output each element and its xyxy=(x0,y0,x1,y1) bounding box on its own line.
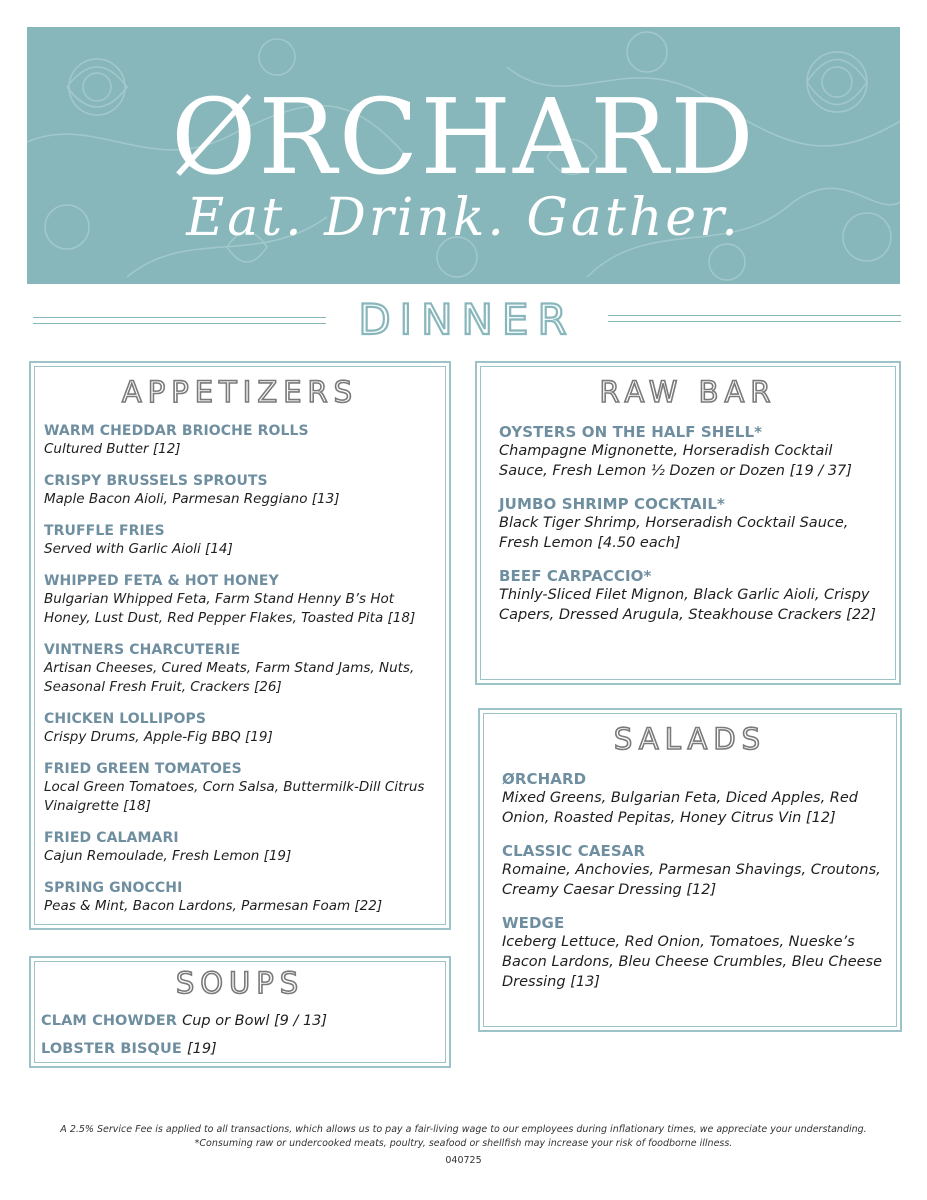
item-description: Cup or Bowl [9 / 13] xyxy=(182,1013,328,1029)
footer xyxy=(0,1123,927,1168)
item-name: JUMBO SHRIMP COCKTAIL* xyxy=(499,495,725,513)
menu-item xyxy=(499,495,885,553)
section-title: SOUPS xyxy=(175,966,305,1000)
item-description: Champagne Mignonette, Horseradish Cocktail Sauce, Fresh Lemon ½ Dozen or Dozen [19 / 37] xyxy=(499,443,852,479)
menu-item xyxy=(44,879,435,916)
menu-item xyxy=(499,567,885,625)
item-description: Artisan Cheeses, Cured Meats, Farm Stand Jams, Nuts, Seasonal Fresh Fruit, Crackers [26] xyxy=(44,660,415,695)
item-name: BEEF CARPACCIO* xyxy=(499,567,652,585)
menu-item xyxy=(44,829,435,866)
header-banner xyxy=(27,27,900,284)
item-description: Romaine, Anchovies, Parmesan Shavings, Croutons, Creamy Caesar Dressing [12] xyxy=(502,862,881,898)
item-name: SPRING GNOCCHI xyxy=(44,880,183,896)
section-title: SALADS xyxy=(613,722,767,756)
item-description: Crispy Drums, Apple-Fig BBQ [19] xyxy=(44,729,273,745)
item-name: CHICKEN LOLLIPOPS xyxy=(44,711,207,727)
item-description: Maple Bacon Aioli, Parmesan Reggiano [13] xyxy=(44,491,340,507)
item-description: Mixed Greens, Bulgarian Feta, Diced Apples, Red Onion, Roasted Pepitas, Honey Citrus Vin [12] xyxy=(502,790,858,826)
menu-item xyxy=(31,1038,449,1059)
item-description: Local Green Tomatoes, Corn Salsa, Buttermilk-Dill Citrus Vinaigrette [18] xyxy=(44,779,425,814)
item-description: Thinly-Sliced Filet Mignon, Black Garlic Aioli, Crispy Capers, Dressed Arugula, Steakhouse Crackers [22] xyxy=(499,587,876,623)
item-description: Served with Garlic Aioli [14] xyxy=(44,541,233,557)
brand-tagline: Eat. Drink. Gather. xyxy=(186,188,741,248)
item-name: CRISPY BRUSSELS SPROUTS xyxy=(44,473,268,489)
item-name: VINTNERS CHARCUTERIE xyxy=(44,642,241,658)
divider-right xyxy=(608,315,901,322)
divider-left xyxy=(33,317,326,324)
menu-item xyxy=(502,914,886,992)
item-name: FRIED CALAMARI xyxy=(44,830,179,846)
item-name: OYSTERS ON THE HALF SHELL* xyxy=(499,423,763,441)
item-description: Iceberg Lettuce, Red Onion, Tomatoes, Nueske’s Bacon Lardons, Bleu Cheese Crumbles, Bleu Cheese Dressing [13] xyxy=(502,934,883,990)
menu-item xyxy=(44,522,435,559)
appetizers-section xyxy=(29,361,451,930)
menu-item xyxy=(44,760,435,816)
item-description: Cultured Butter [12] xyxy=(44,441,181,457)
item-name: CLAM CHOWDER xyxy=(41,1013,177,1029)
item-description: Cajun Remoulade, Fresh Lemon [19] xyxy=(44,848,292,864)
brand-name: ØRCHARD xyxy=(171,76,756,198)
service-fee-note: A 2.5% Service Fee is applied to all transactions, which allows us to pay a fair-living wage to our employees during inflationary times, we appreciate your understanding. xyxy=(60,1124,867,1135)
menu-title: DINNER xyxy=(358,295,576,344)
section-title: APPETIZERS xyxy=(121,375,359,409)
item-description: [19] xyxy=(186,1041,217,1057)
menu-item xyxy=(44,472,435,509)
menu-item xyxy=(31,1010,449,1031)
menu-date-code: 040725 xyxy=(445,1155,482,1166)
menu-item xyxy=(44,422,435,459)
item-name: WHIPPED FETA & HOT HONEY xyxy=(44,573,279,589)
item-name: ØRCHARD xyxy=(502,770,587,788)
foodborne-illness-warning: *Consuming raw or undercooked meats, poultry, seafood or shellfish may increase your risk of foodborne illness. xyxy=(194,1138,733,1149)
menu-item xyxy=(44,641,435,697)
item-description: Peas & Mint, Bacon Lardons, Parmesan Foam [22] xyxy=(44,898,383,914)
item-name: TRUFFLE FRIES xyxy=(44,523,165,539)
menu-title-row xyxy=(33,296,901,344)
item-description: Black Tiger Shrimp, Horseradish Cocktail Sauce, Fresh Lemon [4.50 each] xyxy=(499,515,849,551)
item-name: WEDGE xyxy=(502,914,565,932)
menu-item xyxy=(44,572,435,628)
item-name: CLASSIC CAESAR xyxy=(502,842,646,860)
salads-section xyxy=(478,708,902,1032)
item-name: WARM CHEDDAR BRIOCHE ROLLS xyxy=(44,423,309,439)
menu-item xyxy=(502,770,886,828)
menu-item xyxy=(502,842,886,900)
raw-bar-section xyxy=(475,361,901,685)
menu-item xyxy=(44,710,435,747)
section-title: RAW BAR xyxy=(599,375,777,409)
item-name: LOBSTER BISQUE xyxy=(41,1041,182,1057)
item-description: Bulgarian Whipped Feta, Farm Stand Henny B’s Hot Honey, Lust Dust, Red Pepper Flakes, Toasted Pita [18] xyxy=(44,591,416,626)
item-name: FRIED GREEN TOMATOES xyxy=(44,761,242,777)
soups-section xyxy=(29,956,451,1068)
menu-item xyxy=(499,423,885,481)
